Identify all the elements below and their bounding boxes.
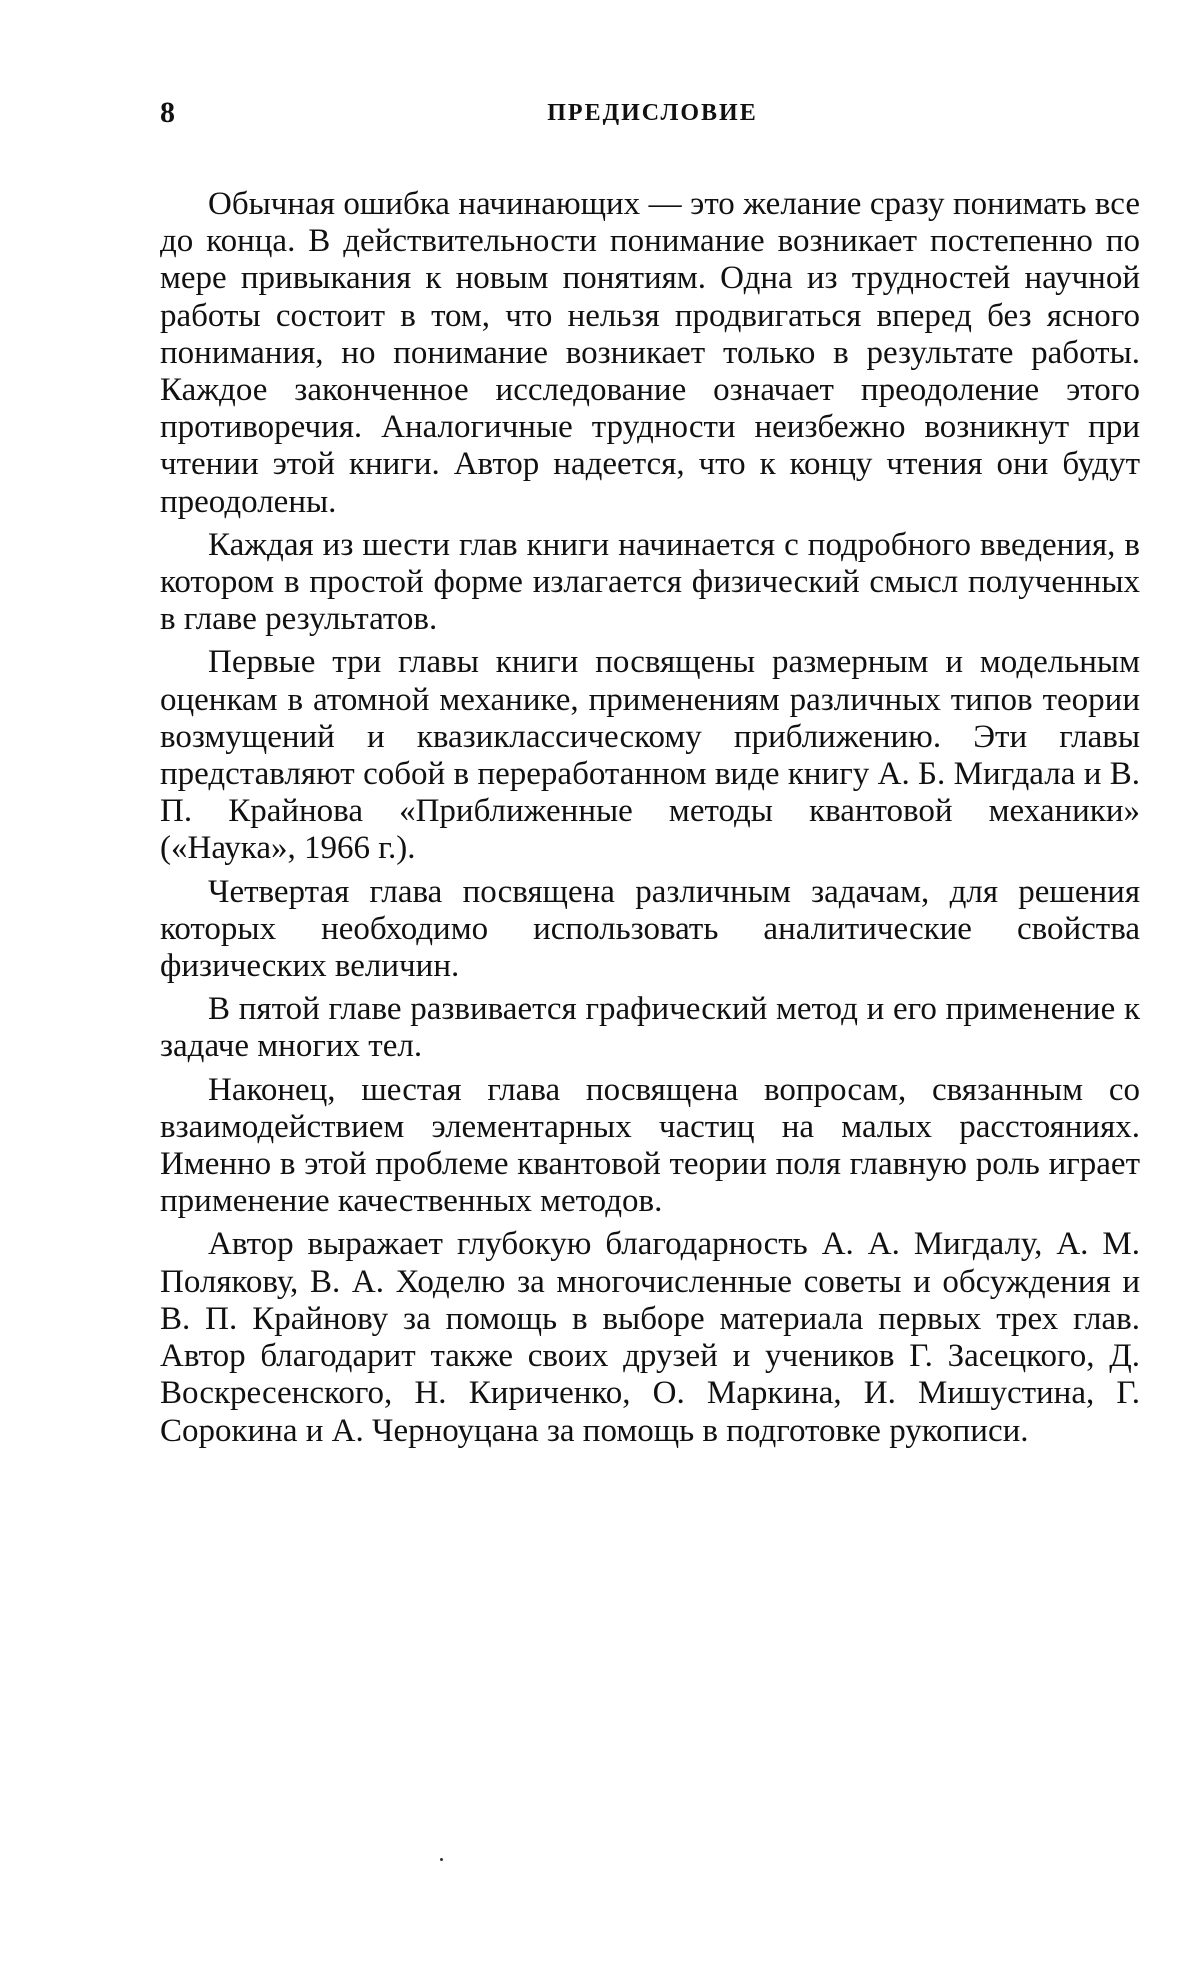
- paragraph-fifth-chapter: В пятой главе развивается графический метод и его применение к задаче многих тел.: [160, 991, 1140, 1065]
- print-speck: [440, 1858, 443, 1861]
- page-number: 8: [160, 96, 175, 129]
- paragraph-fourth-chapter: Четвертая глава посвящена различным задачам, для решения которых необходимо использовать аналитические свойства физических величин.: [160, 873, 1140, 985]
- running-head: [160, 96, 1145, 136]
- paragraph-chapter-introductions: Каждая из шести глав книги начинается с подробного введения, в котором в простой форме излагается физический смысл полученных в главе результатов.: [160, 526, 1140, 638]
- paragraph-sixth-chapter: Наконец, шестая глава посвящена вопросам, связанным со взаимодействием элементарных частиц на малых расстояниях. Именно в этой проблеме квантовой теории поля главную роль играет применение качественных методов.: [160, 1071, 1140, 1220]
- paragraph-acknowledgements: Автор выражает глубокую благодарность А. А. Мигдалу, А. М. Полякову, В. А. Ходелю за многочисленные советы и обсуждения и В. П. Крайнову за помощь в выборе материала первых трех глав. Автор благодарит также своих друзей и учеников Г. Засецкого, Д. Воскресенского, Н. Кириченко, О. Маркина, И. Мишустина, Г. Сорокина и А. Черноуцана за помощь в подготовке рукописи.: [160, 1226, 1140, 1449]
- paragraph-beginner-mistake: Обычная ошибка начинающих — это желание сразу понимать все до конца. В действительности понимание возникает постепенно по мере привыкания к новым понятиям. Одна из трудностей научной работы состоит в том, что нельзя продвигаться вперед без ясного понимания, но понимание возникает только в результате работы. Каждое законченное исследование означает преодоление этого противоречия. Аналогичные трудности неизбежно возникнут при чтении этой книги. Автор надеется, что к концу чтения они будут преодолены.: [160, 186, 1140, 520]
- body-text: [160, 186, 1140, 1456]
- section-title: ПРЕДИСЛОВИЕ: [547, 100, 758, 126]
- paragraph-first-three-chapters: Первые три главы книги посвящены размерным и модельным оценкам в атомной механике, применениям различных типов теории возмущений и квазиклассическому приближению. Эти главы представляют собой в переработанном виде книгу А. Б. Мигдала и В. П. Крайнова «Приближенные методы квантовой механики» («Наука», 1966 г.).: [160, 644, 1140, 867]
